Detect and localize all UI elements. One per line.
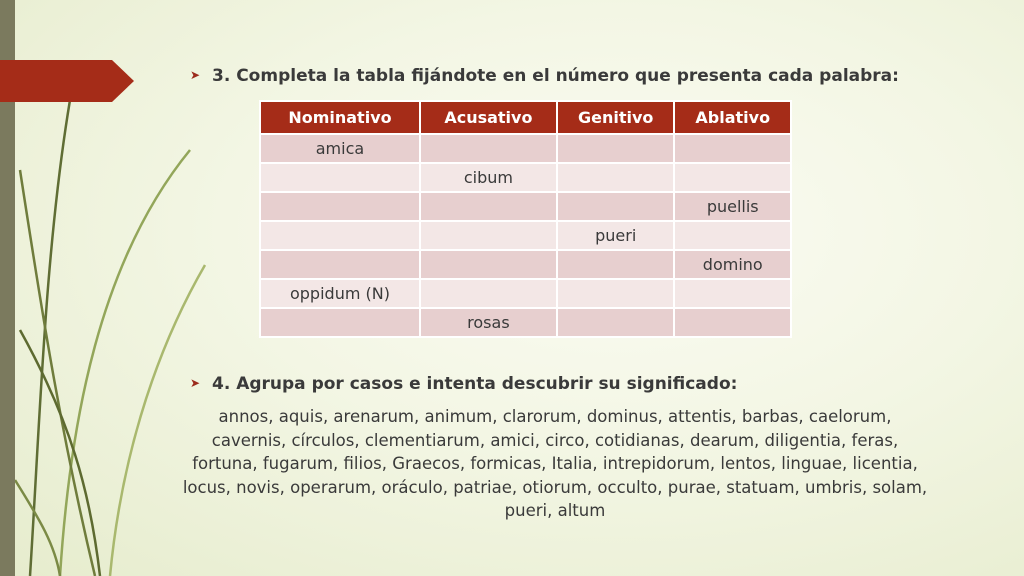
instruction-text-3: 3. Completa la tabla fijándote en el número que presenta cada palabra: bbox=[212, 66, 899, 86]
table-row bbox=[260, 250, 791, 279]
table-cell bbox=[557, 134, 675, 163]
table-row bbox=[260, 308, 791, 337]
instruction-item-3 bbox=[190, 66, 899, 86]
table-cell bbox=[557, 279, 675, 308]
instruction-item-4 bbox=[190, 374, 737, 394]
table-cell bbox=[557, 308, 675, 337]
table-cell bbox=[420, 221, 557, 250]
table-cell: rosas bbox=[420, 308, 557, 337]
table-row bbox=[260, 192, 791, 221]
table-row bbox=[260, 134, 791, 163]
header-genitivo: Genitivo bbox=[557, 101, 675, 134]
header-ablativo: Ablativo bbox=[674, 101, 791, 134]
title-arrow-tab bbox=[0, 60, 134, 102]
instruction-text-4: 4. Agrupa por casos e intenta descubrir su significado: bbox=[212, 374, 738, 394]
table-cell bbox=[260, 192, 420, 221]
latin-word-list: annos, aquis, arenarum, animum, clarorum, dominus, attentis, barbas, caelorum, cavernis, círculos, clementiarum, amici, circo, cotidianas, dearum, diligentia, feras, fortuna, fugarum, filios, Graecos, formicas, Italia, intrepidorum, lentos, linguae, licentia, locus, novis, operarum, oráculo, patriae, otiorum, occulto, purae, statuam, umbris, solam, pueri, altum bbox=[182, 407, 928, 520]
table-cell bbox=[674, 134, 791, 163]
table-cell bbox=[420, 279, 557, 308]
table-cell bbox=[557, 250, 675, 279]
table-row bbox=[260, 279, 791, 308]
table-cell bbox=[260, 250, 420, 279]
table-cell bbox=[674, 308, 791, 337]
table-cell bbox=[420, 250, 557, 279]
header-nominativo: Nominativo bbox=[260, 101, 420, 134]
table-cell: domino bbox=[674, 250, 791, 279]
table-cell bbox=[260, 308, 420, 337]
table-cell: cibum bbox=[420, 163, 557, 192]
table-cell bbox=[674, 221, 791, 250]
header-acusativo: Acusativo bbox=[420, 101, 557, 134]
arrow-bullet-icon: ➤ bbox=[190, 68, 201, 82]
table-cell bbox=[260, 221, 420, 250]
table-cell bbox=[420, 192, 557, 221]
table-cell: amica bbox=[260, 134, 420, 163]
table-cell bbox=[674, 163, 791, 192]
table-cell: pueri bbox=[557, 221, 675, 250]
table-cell bbox=[557, 163, 675, 192]
table-cell bbox=[674, 279, 791, 308]
table-cell bbox=[420, 134, 557, 163]
table-cell bbox=[260, 163, 420, 192]
table-cell: oppidum (N) bbox=[260, 279, 420, 308]
declension-table bbox=[259, 100, 792, 338]
table-cell: puellis bbox=[674, 192, 791, 221]
arrow-bullet-icon: ➤ bbox=[190, 376, 201, 390]
table-row bbox=[260, 163, 791, 192]
table-row bbox=[260, 221, 791, 250]
table-header-row bbox=[260, 101, 791, 134]
table-cell bbox=[557, 192, 675, 221]
